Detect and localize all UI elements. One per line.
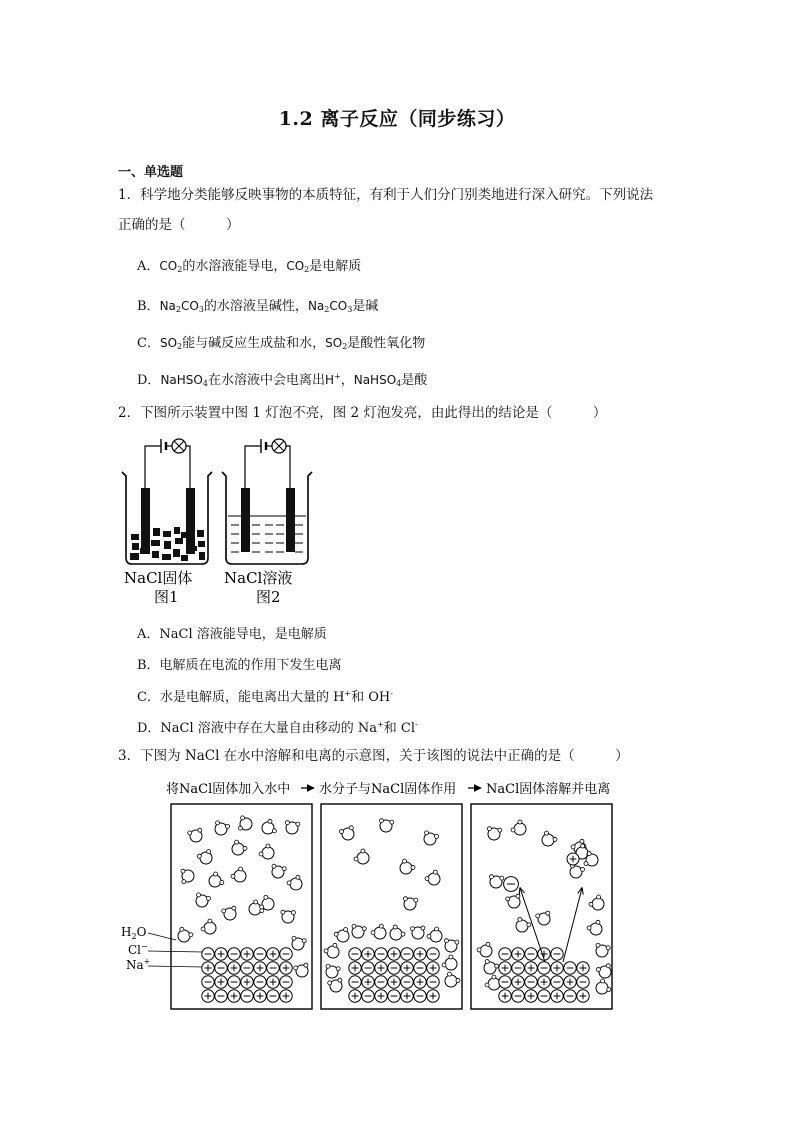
- water-molecule: [506, 894, 520, 908]
- sodium-ion: [215, 948, 227, 960]
- chloride-ion: [280, 948, 292, 960]
- sodium-ion: [241, 948, 253, 960]
- sodium-ion: [512, 976, 524, 988]
- question-2-stem: 2．下图所示装置中图 1 灯泡不亮，图 2 灯泡发亮，由此得出的结论是（ ）: [118, 405, 607, 421]
- chloride-ion: [362, 990, 374, 1002]
- water-molecule: [484, 960, 499, 974]
- chloride-ion: [388, 962, 400, 974]
- water-molecule: [427, 927, 442, 942]
- sodium-ion: [525, 962, 537, 974]
- nacl-dissolution-figure: [118, 776, 628, 1016]
- water-molecule: [262, 819, 276, 834]
- label-water: $H_2O$: [121, 925, 147, 941]
- sodium-ion: [375, 962, 387, 974]
- chloride-ion: [228, 948, 240, 960]
- sodium-ion: [362, 976, 374, 988]
- chloride-ion: [349, 976, 361, 988]
- water-molecule: [178, 927, 193, 942]
- water-molecule: [536, 911, 550, 925]
- electrode-right: [286, 488, 295, 552]
- water-molecule: [201, 919, 216, 934]
- water-molecule: [188, 828, 202, 842]
- question-1-line-1: 1．科学地分类能够反映事物的本质特征，有利于人们分门别类地进行深入研究。下列说法: [118, 187, 654, 203]
- water-molecule: [424, 831, 438, 845]
- sodium-ion: [567, 853, 579, 865]
- sodium-ion: [499, 990, 511, 1002]
- water-molecule: [403, 897, 417, 910]
- sodium-ion: [375, 990, 387, 1002]
- chloride-ion: [512, 962, 524, 974]
- sodium-ion: [254, 962, 266, 974]
- sodium-ion: [414, 948, 426, 960]
- question-1-line-2: 正确的是（ ）: [118, 217, 240, 233]
- water-molecule: [259, 844, 274, 859]
- conductivity-apparatus-figure: [118, 430, 318, 610]
- electrode-left: [241, 488, 250, 552]
- sodium-ion: [254, 990, 266, 1002]
- water-molecule: [285, 821, 299, 834]
- question-2-option-a[interactable]: A．NaCl 溶液能导电，是电解质: [137, 627, 327, 642]
- chloride-ion: [512, 990, 524, 1002]
- sodium-ion: [228, 990, 240, 1002]
- chloride-ion: [499, 976, 511, 988]
- chloride-ion: [414, 962, 426, 974]
- figure-2-caption: 图2: [256, 588, 281, 606]
- water-molecule: [181, 869, 194, 883]
- chloride-ion: [564, 990, 576, 1002]
- water-molecule: [596, 979, 611, 994]
- section-heading: 一、单选题: [118, 165, 184, 180]
- electrode-left: [141, 488, 150, 554]
- sodium-ion: [362, 948, 374, 960]
- figure-2-label: NaCl溶液: [224, 569, 293, 587]
- sodium-ion: [525, 990, 537, 1002]
- water-molecule: [410, 926, 424, 939]
- water-molecule: [589, 895, 604, 910]
- chloride-ion: [577, 976, 589, 988]
- water-molecule: [511, 820, 526, 835]
- water-molecule: [294, 963, 308, 977]
- question-1-stem: [118, 180, 678, 240]
- sodium-ion: [401, 962, 413, 974]
- water-molecule: [339, 826, 354, 840]
- water-molecule: [334, 928, 349, 942]
- water-molecule: [238, 816, 252, 830]
- label-chloride: Cl−: [128, 942, 148, 957]
- chloride-ion: [414, 990, 426, 1002]
- chloride-ion: [551, 948, 563, 960]
- chloride-ion: [525, 976, 537, 988]
- water-molecule: [260, 895, 274, 910]
- sodium-ion: [241, 976, 253, 988]
- sodium-ion: [349, 990, 361, 1002]
- sodium-ion: [215, 976, 227, 988]
- water-molecule: [209, 872, 224, 887]
- chloride-ion: [401, 948, 413, 960]
- water-molecule: [324, 943, 339, 958]
- chloride-ion: [215, 962, 227, 974]
- chloride-ion: [254, 976, 266, 988]
- water-molecule: [425, 870, 440, 885]
- sodium-ion: [401, 990, 413, 1002]
- chloride-ion: [202, 948, 214, 960]
- step-2-title: 水分子与NaCl固体作用: [319, 782, 457, 797]
- chloride-ion: [525, 948, 537, 960]
- water-molecule: [596, 943, 610, 957]
- question-1-option-c[interactable]: C．$SO_2$能与碱反应生成盐和水，$SO_2$是酸性氧化物: [137, 336, 426, 351]
- chloride-ion: [564, 962, 576, 974]
- sodium-ion: [577, 990, 589, 1002]
- chloride-ion: [538, 990, 550, 1002]
- chloride-ion: [267, 962, 279, 974]
- beaker-2: [222, 439, 312, 606]
- question-2-option-b[interactable]: B．电解质在电流的作用下发生电离: [137, 658, 342, 673]
- sodium-ion: [551, 962, 563, 974]
- water-molecule: [489, 875, 503, 888]
- water-molecule: [390, 925, 405, 940]
- water-molecule: [328, 978, 342, 992]
- chloride-ion: [267, 990, 279, 1002]
- sodium-ion: [267, 948, 279, 960]
- sodium-ion: [280, 990, 292, 1002]
- water-molecule: [487, 827, 501, 840]
- water-molecule: [445, 972, 460, 987]
- question-2-option-c[interactable]: C．水是电解质，能电离出大量的 H+和 OH-: [137, 689, 393, 705]
- water-molecule: [371, 924, 386, 939]
- sodium-ion: [512, 948, 524, 960]
- sodium-ion: [427, 962, 439, 974]
- water-molecule: [570, 864, 584, 878]
- water-molecule: [379, 819, 393, 832]
- water-molecule: [477, 942, 492, 957]
- sodium-ion: [577, 962, 589, 974]
- chloride-ion: [215, 990, 227, 1002]
- water-molecule: [197, 850, 212, 864]
- chloride-ion: [427, 976, 439, 988]
- water-molecule: [292, 936, 306, 950]
- water-molecule: [215, 821, 229, 835]
- chloride-ion: [375, 976, 387, 988]
- sodium-ion: [551, 990, 563, 1002]
- question-1-option-d[interactable]: D．NaHSO$_4$在水溶液中会电离出H+，NaHSO$_4$是酸: [137, 372, 428, 388]
- water-molecule: [231, 867, 246, 882]
- chloride-ion: [499, 948, 511, 960]
- water-molecule: [222, 906, 236, 920]
- question-1-option-a[interactable]: A．$CO_2$的水溶液能导电，$CO_2$是电解质: [137, 259, 362, 274]
- chloride-ion: [202, 976, 214, 988]
- water-molecule: [400, 859, 415, 874]
- question-2-option-d[interactable]: D．NaCl 溶液中存在大量自由移动的 Na+和 Cl-: [137, 720, 418, 736]
- electrode-right: [186, 488, 195, 554]
- page-title: 1.2 离子反应（同步练习）: [278, 108, 516, 130]
- chloride-ion: [504, 877, 519, 892]
- sodium-ion: [267, 976, 279, 988]
- water-molecule: [196, 893, 210, 907]
- beaker-1: [122, 439, 212, 606]
- chloride-ion: [228, 976, 240, 988]
- water-molecule: [542, 831, 557, 846]
- water-molecule: [587, 920, 602, 935]
- sodium-ion: [499, 962, 511, 974]
- chloride-ion: [375, 948, 387, 960]
- sodium-ion: [228, 962, 240, 974]
- water-molecule: [485, 975, 500, 990]
- sodium-ion: [538, 976, 550, 988]
- chloride-ion: [254, 948, 266, 960]
- question-3-stem: 3．下图为 NaCl 在水中溶解和电离的示意图，关于该图的说法中正确的是（ ）: [118, 748, 629, 764]
- sodium-ion: [388, 976, 400, 988]
- step-1-title: 将NaCl固体加入水中: [166, 782, 291, 797]
- water-molecule: [272, 864, 286, 878]
- chloride-ion: [401, 976, 413, 988]
- sodium-ion: [349, 962, 361, 974]
- figure-1-label: NaCl固体: [124, 569, 193, 587]
- chloride-ion: [538, 962, 550, 974]
- water-molecule: [281, 910, 296, 923]
- chloride-ion: [241, 990, 253, 1002]
- water-molecule: [516, 917, 531, 932]
- chloride-ion: [427, 948, 439, 960]
- sodium-ion: [564, 976, 576, 988]
- sodium-ion: [202, 990, 214, 1002]
- water-molecule: [352, 924, 366, 938]
- water-molecule: [442, 955, 457, 970]
- water-molecule: [287, 875, 302, 890]
- water-molecule: [354, 849, 369, 864]
- sodium-ion: [414, 976, 426, 988]
- figure-1-caption: 图1: [154, 588, 179, 606]
- chloride-ion: [362, 962, 374, 974]
- water-molecule: [326, 964, 340, 978]
- chloride-ion: [241, 962, 253, 974]
- water-molecule: [444, 939, 458, 952]
- sodium-ion: [427, 990, 439, 1002]
- question-1-option-b[interactable]: B．$Na_2CO_3$的水溶液呈碱性，$Na_2CO_3$是碱: [137, 299, 379, 314]
- chloride-ion: [349, 948, 361, 960]
- chloride-ion: [551, 976, 563, 988]
- water-molecule: [232, 840, 247, 855]
- label-sodium: Na+: [126, 957, 151, 972]
- chloride-ion: [388, 990, 400, 1002]
- step-3-title: NaCl固体溶解并电离: [486, 782, 611, 797]
- sodium-ion: [280, 962, 292, 974]
- chloride-ion: [280, 976, 292, 988]
- sodium-ion: [388, 948, 400, 960]
- sodium-ion: [202, 962, 214, 974]
- water-molecule: [596, 964, 611, 978]
